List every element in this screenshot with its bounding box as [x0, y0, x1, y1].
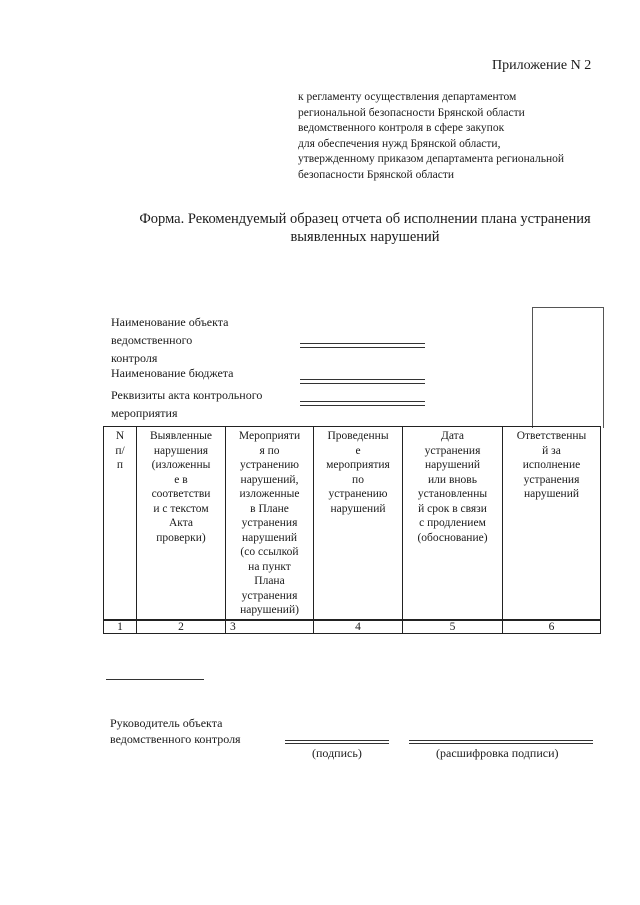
header-col-5	[403, 427, 503, 621]
form-title	[100, 210, 630, 246]
header-text: соответстви	[151, 488, 211, 500]
header-text: устранения	[424, 444, 481, 457]
header-text: нарушений,	[240, 473, 299, 486]
regulation-line: региональной безопасности Брянской области	[298, 106, 525, 119]
regulation-line: для обеспечения нужд Брянской области,	[298, 137, 501, 150]
header-text: Ответственны	[516, 430, 587, 442]
header-text: нарушений	[523, 488, 580, 500]
header-text: (со ссылкой	[240, 546, 299, 558]
table-number-row	[104, 620, 601, 634]
regulation-reference	[298, 90, 564, 184]
header-text: Мероприяти	[238, 430, 301, 442]
act-details-label	[111, 387, 262, 421]
header-text: в Плане	[250, 502, 289, 515]
header-text: (изложенны	[151, 459, 211, 471]
corner-box	[532, 307, 604, 428]
header-text: Проведенны	[327, 430, 389, 442]
header-text: Дата	[441, 430, 464, 442]
appendix-title: Приложение N 2	[492, 58, 592, 73]
column-number: 2	[137, 620, 226, 634]
header-text: исполнение	[522, 459, 581, 471]
header-col-6	[503, 427, 601, 621]
regulation-line: безопасности Брянской области	[298, 168, 455, 181]
column-number: 3	[226, 620, 314, 634]
signature-line[interactable]	[285, 740, 389, 744]
signature-decode-caption: (расшифровка подписи)	[436, 746, 559, 760]
label-line: мероприятия	[111, 406, 178, 420]
header-text: нарушений	[330, 502, 386, 515]
header-text: е в	[174, 473, 188, 486]
object-name-input-line[interactable]	[300, 343, 425, 348]
header-text: й за	[542, 444, 561, 457]
signature-caption: (подпись)	[312, 746, 362, 760]
label-line: Наименование объекта	[111, 315, 229, 329]
label-line: Руководитель объекта	[110, 716, 223, 730]
label-line: ведомственного контроля	[110, 732, 241, 746]
header-text: проверки)	[156, 531, 206, 544]
header-col-3	[226, 427, 314, 621]
header-text: Плана	[254, 575, 285, 587]
header-text: й срок в связи	[418, 502, 487, 515]
header-text: п	[116, 459, 124, 471]
regulation-line: утвержденному приказом департамента региональной	[298, 153, 565, 166]
header-text: и с текстом	[153, 502, 209, 515]
report-table	[103, 426, 601, 634]
header-text: устранению	[328, 488, 388, 500]
header-text: нарушений)	[240, 604, 299, 616]
header-text: устранению	[239, 459, 300, 471]
label-line: контроля	[111, 351, 158, 365]
signature-decode-line[interactable]	[409, 740, 593, 744]
column-number: 1	[104, 620, 137, 634]
header-col-4	[314, 427, 403, 621]
head-of-object-label	[110, 715, 241, 747]
header-text: N	[115, 430, 125, 442]
header-text: по	[352, 473, 364, 486]
column-number: 4	[314, 620, 403, 634]
header-text: я по	[259, 444, 280, 457]
header-text: устранения	[523, 473, 580, 486]
header-text: нарушения	[153, 444, 209, 457]
form-title-line: Форма. Рекомендуемый образец отчета об исполнении плана устранения	[139, 211, 591, 227]
header-text: п/	[115, 444, 125, 457]
object-name-label	[111, 314, 229, 366]
header-text: или вновь	[428, 473, 477, 486]
label-line: Реквизиты акта контрольного	[111, 388, 263, 402]
header-text: Выявленные	[150, 430, 212, 442]
header-text: (обоснование)	[417, 531, 488, 544]
regulation-line: к регламенту осуществления департаментом	[298, 91, 517, 103]
header-text: мероприятия	[326, 459, 390, 471]
header-col-2	[137, 427, 226, 621]
header-text: устранения	[241, 517, 298, 529]
header-text: нарушений	[424, 459, 481, 471]
header-text: устранения	[241, 589, 298, 602]
header-text: нарушений	[241, 531, 298, 544]
column-number: 6	[503, 620, 601, 634]
header-text: изложенные	[239, 488, 300, 500]
act-details-input-line[interactable]	[300, 401, 425, 406]
table-header-row	[104, 427, 601, 621]
header-text: на пункт	[248, 560, 291, 573]
regulation-line: ведомственного контроля в сфере закупок	[298, 122, 505, 135]
footnote-separator	[106, 679, 204, 680]
form-title-line: выявленных нарушений	[290, 229, 440, 245]
header-text: с продлением	[419, 517, 486, 529]
column-number: 5	[403, 620, 503, 634]
header-text: Акта	[168, 517, 193, 529]
header-col-1	[104, 427, 137, 621]
label-line: ведомственного	[111, 333, 193, 347]
header-text: е	[355, 444, 361, 457]
budget-name-label: Наименование бюджета	[111, 366, 234, 380]
budget-name-input-line[interactable]	[300, 379, 425, 384]
header-text: установленны	[417, 488, 488, 500]
